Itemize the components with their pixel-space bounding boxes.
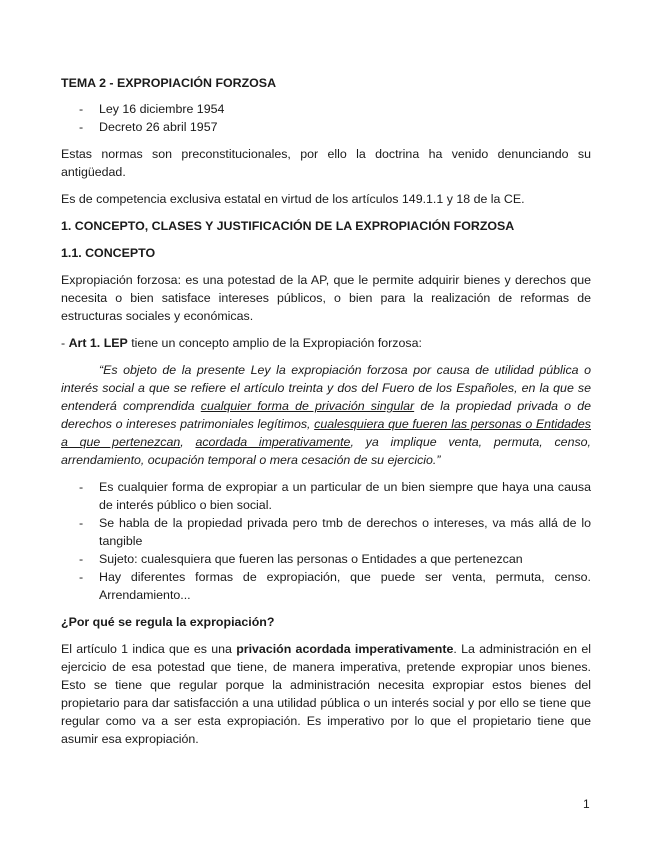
list-item: - Es cualquier forma de expropiar a un particular de un bien siempre que haya una causa de interés público o bien social. [61,478,591,514]
paragraph-preconstitucional: Estas normas son preconstitucionales, por ello la doctrina ha venido denunciando su antigüedad. [61,147,591,179]
question-heading: ¿Por qué se regula la expropiación? [61,615,275,629]
list-item: - Sujeto: cualesquiera que fueren las personas o Entidades a que pertenezcan [61,550,591,568]
final-bold: privación acordada imperativamente [236,642,454,656]
quote-part: , [180,435,196,449]
list-item: - Ley 16 diciembre 1954 [61,100,591,118]
section-heading-1-1: 1.1. CONCEPTO [61,246,156,260]
document-title: TEMA 2 - EXPROPIACIÓN FORZOSA [61,76,277,90]
quote-part: , ya implique venta, permuta, censo, arrendamiento, ocupación temporal o mera cesación de su ejercicio.” [61,435,591,467]
list-item: - Se habla de la propiedad privada pero tmb de derechos o intereses, va más allá de lo tangible [61,514,591,550]
list-item: - Decreto 26 abril 1957 [61,118,591,136]
paragraph-competencia: Es de competencia exclusiva estatal en virtud de los artículos 149.1.1 y 18 de la CE. [61,192,525,206]
paragraph-final [61,640,591,748]
art-text: tiene un concepto amplio de la Expropiación forzosa: [127,336,422,350]
quote-part: de la propiedad privada o de derechos o intereses patrimoniales legítimos, [61,399,591,431]
quote-part: “Es objeto de la presente Ley la expropiación forzosa por causa de utilidad pública o interés social a que se refiere el artículo treinta y dos del Fuero de los Españoles, en la que se entenderá comprendida [61,363,591,413]
section-heading-1: 1. CONCEPTO, CLASES Y JUSTIFICACIÓN DE LA EXPROPIACIÓN FORZOSA [61,219,515,233]
quote-underlined: cualesquiera que fueren las personas o Entidades a que pertenezcan [61,417,591,449]
bullet-list [61,478,591,604]
legal-quote [61,361,591,469]
final-text: . La administración en el ejercicio de esa potestad que tiene, de manera imperativa, pretende expropiar unos bienes. Esto se tiene que regular porque la administración necesita expropiar estos bienes del propietario para dar satisfacción a una utilidad pública o un interés social y por ello se tiene que regular como va a ser esta expropiación. Es imperativo por lo que el propietario tiene que asumir esa expropiación. [61,642,591,746]
document-page [61,74,591,748]
final-text: El artículo 1 indica que es una [61,642,237,656]
page-number: 1 [583,797,590,811]
paragraph-art-1 [61,334,591,352]
list-item: - Hay diferentes formas de expropiación, que puede ser venta, permuta, censo. Arrendamiento... [61,568,591,604]
paragraph-definicion: Expropiación forzosa: es una potestad de la AP, que le permite adquirir bienes y derechos que necesita o bien satisface intereses públicos, o bien para la realización de reformas de estructuras sociales y económicas. [61,273,591,323]
art-prefix: - [61,336,69,350]
quote-underlined: acordada imperativamente [195,435,351,449]
art-reference: Art 1. LEP [68,336,128,350]
quote-underlined: cualquier forma de privación singular [200,399,415,413]
laws-list [61,100,591,136]
